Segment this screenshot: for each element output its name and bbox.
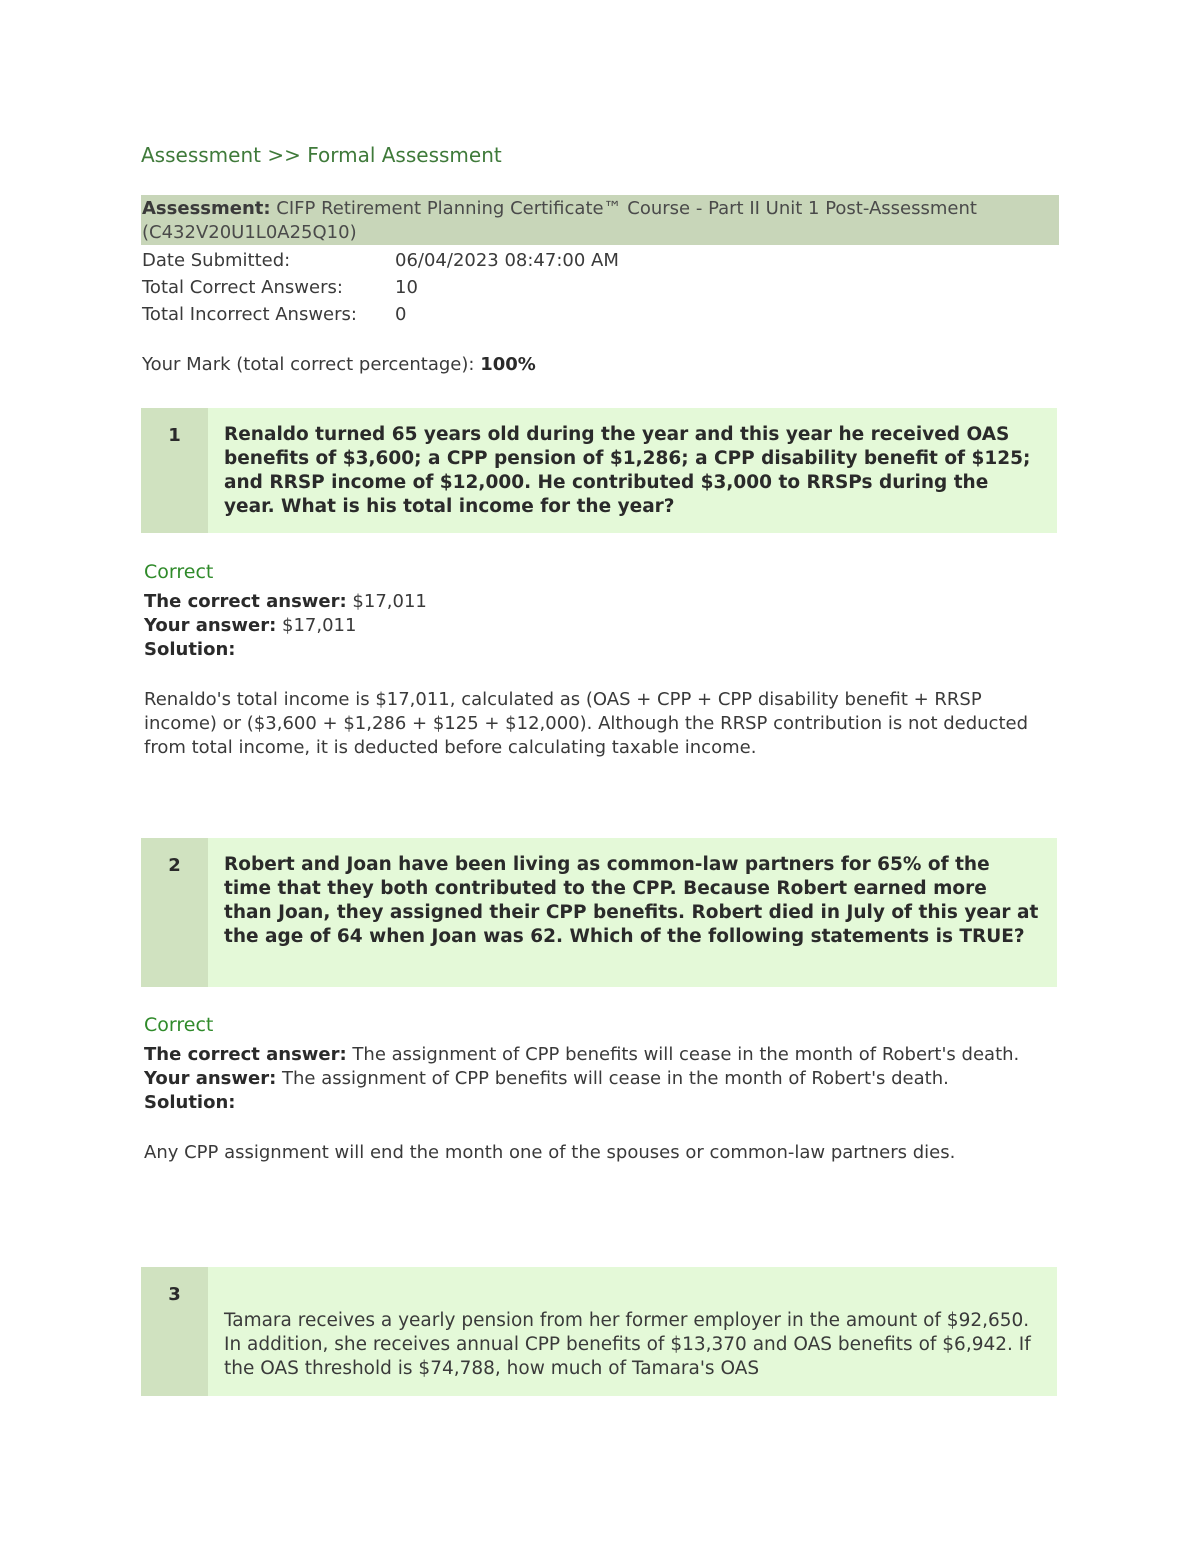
solution-label: Solution: <box>144 639 236 660</box>
question-block <box>141 1267 1057 1396</box>
question-text: Tamara receives a yearly pension from her former employer in the amount of $92,650. In addition, she receives annual CPP benefits of $13,370 and OAS benefits of $6,942. If the OAS threshold is $74,788, how much of Tamara's OAS <box>224 1310 1031 1379</box>
answer-status: Correct <box>144 1014 214 1036</box>
answer-section <box>144 1013 1056 1165</box>
question-block <box>141 838 1057 987</box>
correct-answer-value: The assignment of CPP benefits will cease in the month of Robert's death. <box>346 1044 1020 1065</box>
total-correct-value: 10 <box>395 277 418 298</box>
solution-text: Any CPP assignment will end the month one of the spouses or common-law partners dies. <box>144 1142 956 1163</box>
total-correct-row <box>142 277 418 298</box>
question-text: Robert and Joan have been living as common-law partners for 65% of the time that they both contributed to the CPP. Because Robert earned more than Joan, they assigned their CPP benefits. Robert died in July of this year at the age of 64 when Joan was 62. Which of the following statements is TRUE? <box>224 854 1039 947</box>
correct-answer-row <box>144 1043 1056 1067</box>
correct-answer-label: The correct answer: <box>144 591 347 612</box>
your-answer-value: $17,011 <box>276 615 357 636</box>
your-answer-label: Your answer: <box>144 615 277 636</box>
assessment-header <box>141 195 1059 245</box>
solution-label-row <box>144 1091 1056 1115</box>
your-mark-label: Your Mark (total correct percentage): <box>142 354 481 375</box>
question-block <box>141 408 1057 533</box>
assessment-name: CIFP Retirement Planning Certificate™ Course - Part II Unit 1 Post-Assessment (C432V20U1L0A25Q10) <box>142 198 977 243</box>
date-submitted-row <box>142 250 619 271</box>
total-correct-label: Total Correct Answers: <box>142 277 343 298</box>
question-number: 2 <box>141 838 208 987</box>
breadcrumb[interactable]: Assessment >> Formal Assessment <box>141 143 502 167</box>
your-answer-value: The assignment of CPP benefits will cease in the month of Robert's death. <box>276 1068 949 1089</box>
your-answer-row <box>144 1067 1056 1091</box>
answer-status: Correct <box>144 561 214 583</box>
total-incorrect-row <box>142 304 407 325</box>
correct-answer-row <box>144 590 1056 614</box>
solution-label: Solution: <box>144 1092 236 1113</box>
correct-answer-value: $17,011 <box>346 591 427 612</box>
your-mark <box>142 354 536 375</box>
total-incorrect-value: 0 <box>395 304 407 325</box>
date-submitted-label: Date Submitted: <box>142 250 291 271</box>
answer-section <box>144 560 1056 760</box>
solution-label-row <box>144 638 1056 662</box>
question-number: 1 <box>141 408 208 533</box>
your-answer-label: Your answer: <box>144 1068 277 1089</box>
total-incorrect-label: Total Incorrect Answers: <box>142 304 357 325</box>
your-mark-value: 100% <box>480 354 536 375</box>
question-text: Renaldo turned 65 years old during the year and this year he received OAS benefits of $3,600; a CPP pension of $1,286; a CPP disability benefit of $125; and RRSP income of $12,000. He contributed $3,000 to RRSPs during the year. What is his total income for the year? <box>224 424 1031 517</box>
solution-text: Renaldo's total income is $17,011, calculated as (OAS + CPP + CPP disability benefit + RRSP income) or ($3,600 + $1,286 + $125 + $12,000). Although the RRSP contribution is not deducted from total income, it is deducted before calculating taxable income. <box>144 689 1029 758</box>
your-answer-row <box>144 614 1056 638</box>
question-number: 3 <box>141 1267 208 1396</box>
date-submitted-value: 06/04/2023 08:47:00 AM <box>395 250 619 271</box>
correct-answer-label: The correct answer: <box>144 1044 347 1065</box>
assessment-label: Assessment: <box>142 198 271 219</box>
